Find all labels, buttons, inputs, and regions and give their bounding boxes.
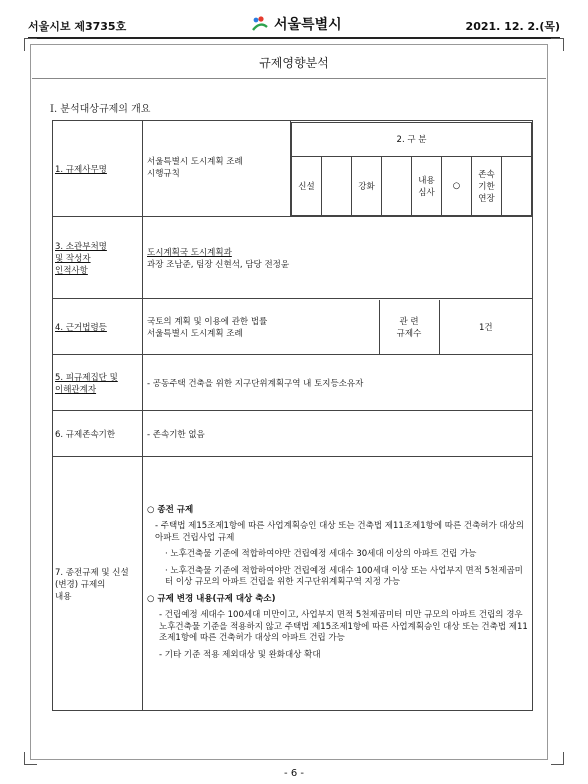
row-label-ministry: 3. 소관부처명 및 작성자 인적사항: [53, 217, 143, 299]
class-extend: 존속 기한 연장: [472, 156, 502, 215]
legal-basis-cell: [143, 299, 533, 355]
prior-regulation-heading: ○ 종전 규제: [147, 504, 194, 515]
author-line: 과장 조남준, 팀장 신현석, 담당 전정윤: [147, 259, 290, 270]
content-item: - 기타 기준 적용 제외대상 및 완화대상 확대: [159, 649, 321, 660]
content-item: - 건립예정 세대수 100세대 미만이고, 사업부지 면적 5천제곱미터 미만 규모의 아파트 건립의 경우 노후건축물 기준을 적용하지 않고 주택법 제15조제1항에 따른 사업계획승인 대상 또는 건축법 제11조제1항에 따른 건축허가 대상의 아파트 건립 가능: [159, 610, 528, 644]
table-row: [53, 411, 533, 457]
class-new: 신설: [292, 156, 322, 215]
table-row: [53, 457, 533, 711]
row-label-content: 7. 종전규제 및 신설(변경) 규제의 내용: [53, 457, 143, 711]
ministry-line: 도시계획국 도시계획과: [147, 247, 232, 258]
related-count-value: 1건: [439, 300, 532, 354]
table-row: [53, 217, 533, 299]
change-heading: ○ 규제 변경 내용(규제 대상 축소): [147, 593, 276, 604]
row-label-legal-basis: 4. 근거법령등: [53, 299, 143, 355]
row-label-stakeholders: 5. 피규제집단 및 이해관계자: [53, 355, 143, 411]
row-label-affair-name: 1. 규제사무명: [53, 121, 143, 217]
affair-name-line: 서울특별시 도시계획 조례: [147, 157, 243, 167]
content-item: - 주택법 제15조제1항에 따른 사업계획승인 대상 또는 건축법 제11조제1항에 따른 건축허가 대상의 아파트 건립사업 규제: [155, 521, 525, 543]
table-row: [53, 355, 533, 411]
frame-corner: [551, 752, 564, 765]
page-header: [28, 14, 560, 36]
related-count-label: 관 련 규제수: [379, 300, 439, 354]
classification-cell: [291, 121, 533, 217]
section-heading: Ⅰ. 분석대상규제의 개요: [50, 104, 151, 115]
gazette-issue: 서울시보 제3735호: [28, 20, 127, 33]
affair-name-value: [143, 121, 291, 217]
page-number: - 6 -: [284, 768, 304, 779]
legal-basis-line: 국토의 계획 및 이용에 관한 법률: [147, 316, 268, 327]
class-strengthen: 강화: [352, 156, 382, 215]
seoul-logo: [250, 14, 342, 34]
affair-name-line: 시행규칙: [147, 169, 180, 179]
table-row: [53, 121, 533, 217]
content-item: · 노후건축물 기준에 적합하여야만 건립예정 세대수 100세대 이상 또는 사업부지 면적 5천제곱미터 이상 규모의 아파트 건립을 위한 지구단위계획구역 지정 가능: [165, 565, 523, 588]
class-review-mark: ○: [442, 156, 472, 215]
classification-header: 2. 구 분: [292, 122, 532, 156]
class-extend-mark: [502, 156, 532, 215]
stakeholders-value: - 공동주택 건축을 위한 지구단위계획구역 내 토지등소유자: [143, 355, 533, 411]
regulation-content: [143, 457, 533, 711]
class-new-mark: [322, 156, 352, 215]
duration-value: - 존속기한 없음: [143, 411, 533, 457]
frame-corner: [551, 38, 564, 51]
table-row: [53, 299, 533, 355]
seoul-logo-icon: [250, 15, 270, 33]
legal-basis-table: [143, 300, 532, 354]
document-title: 규제영향분석: [259, 56, 329, 70]
title-rule: [32, 78, 546, 79]
legal-basis-value: [143, 300, 379, 354]
legal-basis-line: 서울특별시 도시계획 조례: [147, 328, 243, 339]
logo-text: 서울특별시: [274, 17, 342, 33]
class-strengthen-mark: [382, 156, 412, 215]
header-rule: [28, 37, 560, 39]
ministry-value: [143, 217, 533, 299]
class-review: 내용 심사: [412, 156, 442, 215]
regulation-overview-table: [52, 120, 533, 711]
classification-table: [291, 122, 532, 216]
content-item: · 노후건축물 기준에 적합하여야만 건립예정 세대수 30세대 이상의 아파트 건립 가능: [165, 549, 477, 560]
row-label-duration: 6. 규제존속기한: [53, 411, 143, 457]
issue-date: 2021. 12. 2.(목): [465, 20, 560, 33]
